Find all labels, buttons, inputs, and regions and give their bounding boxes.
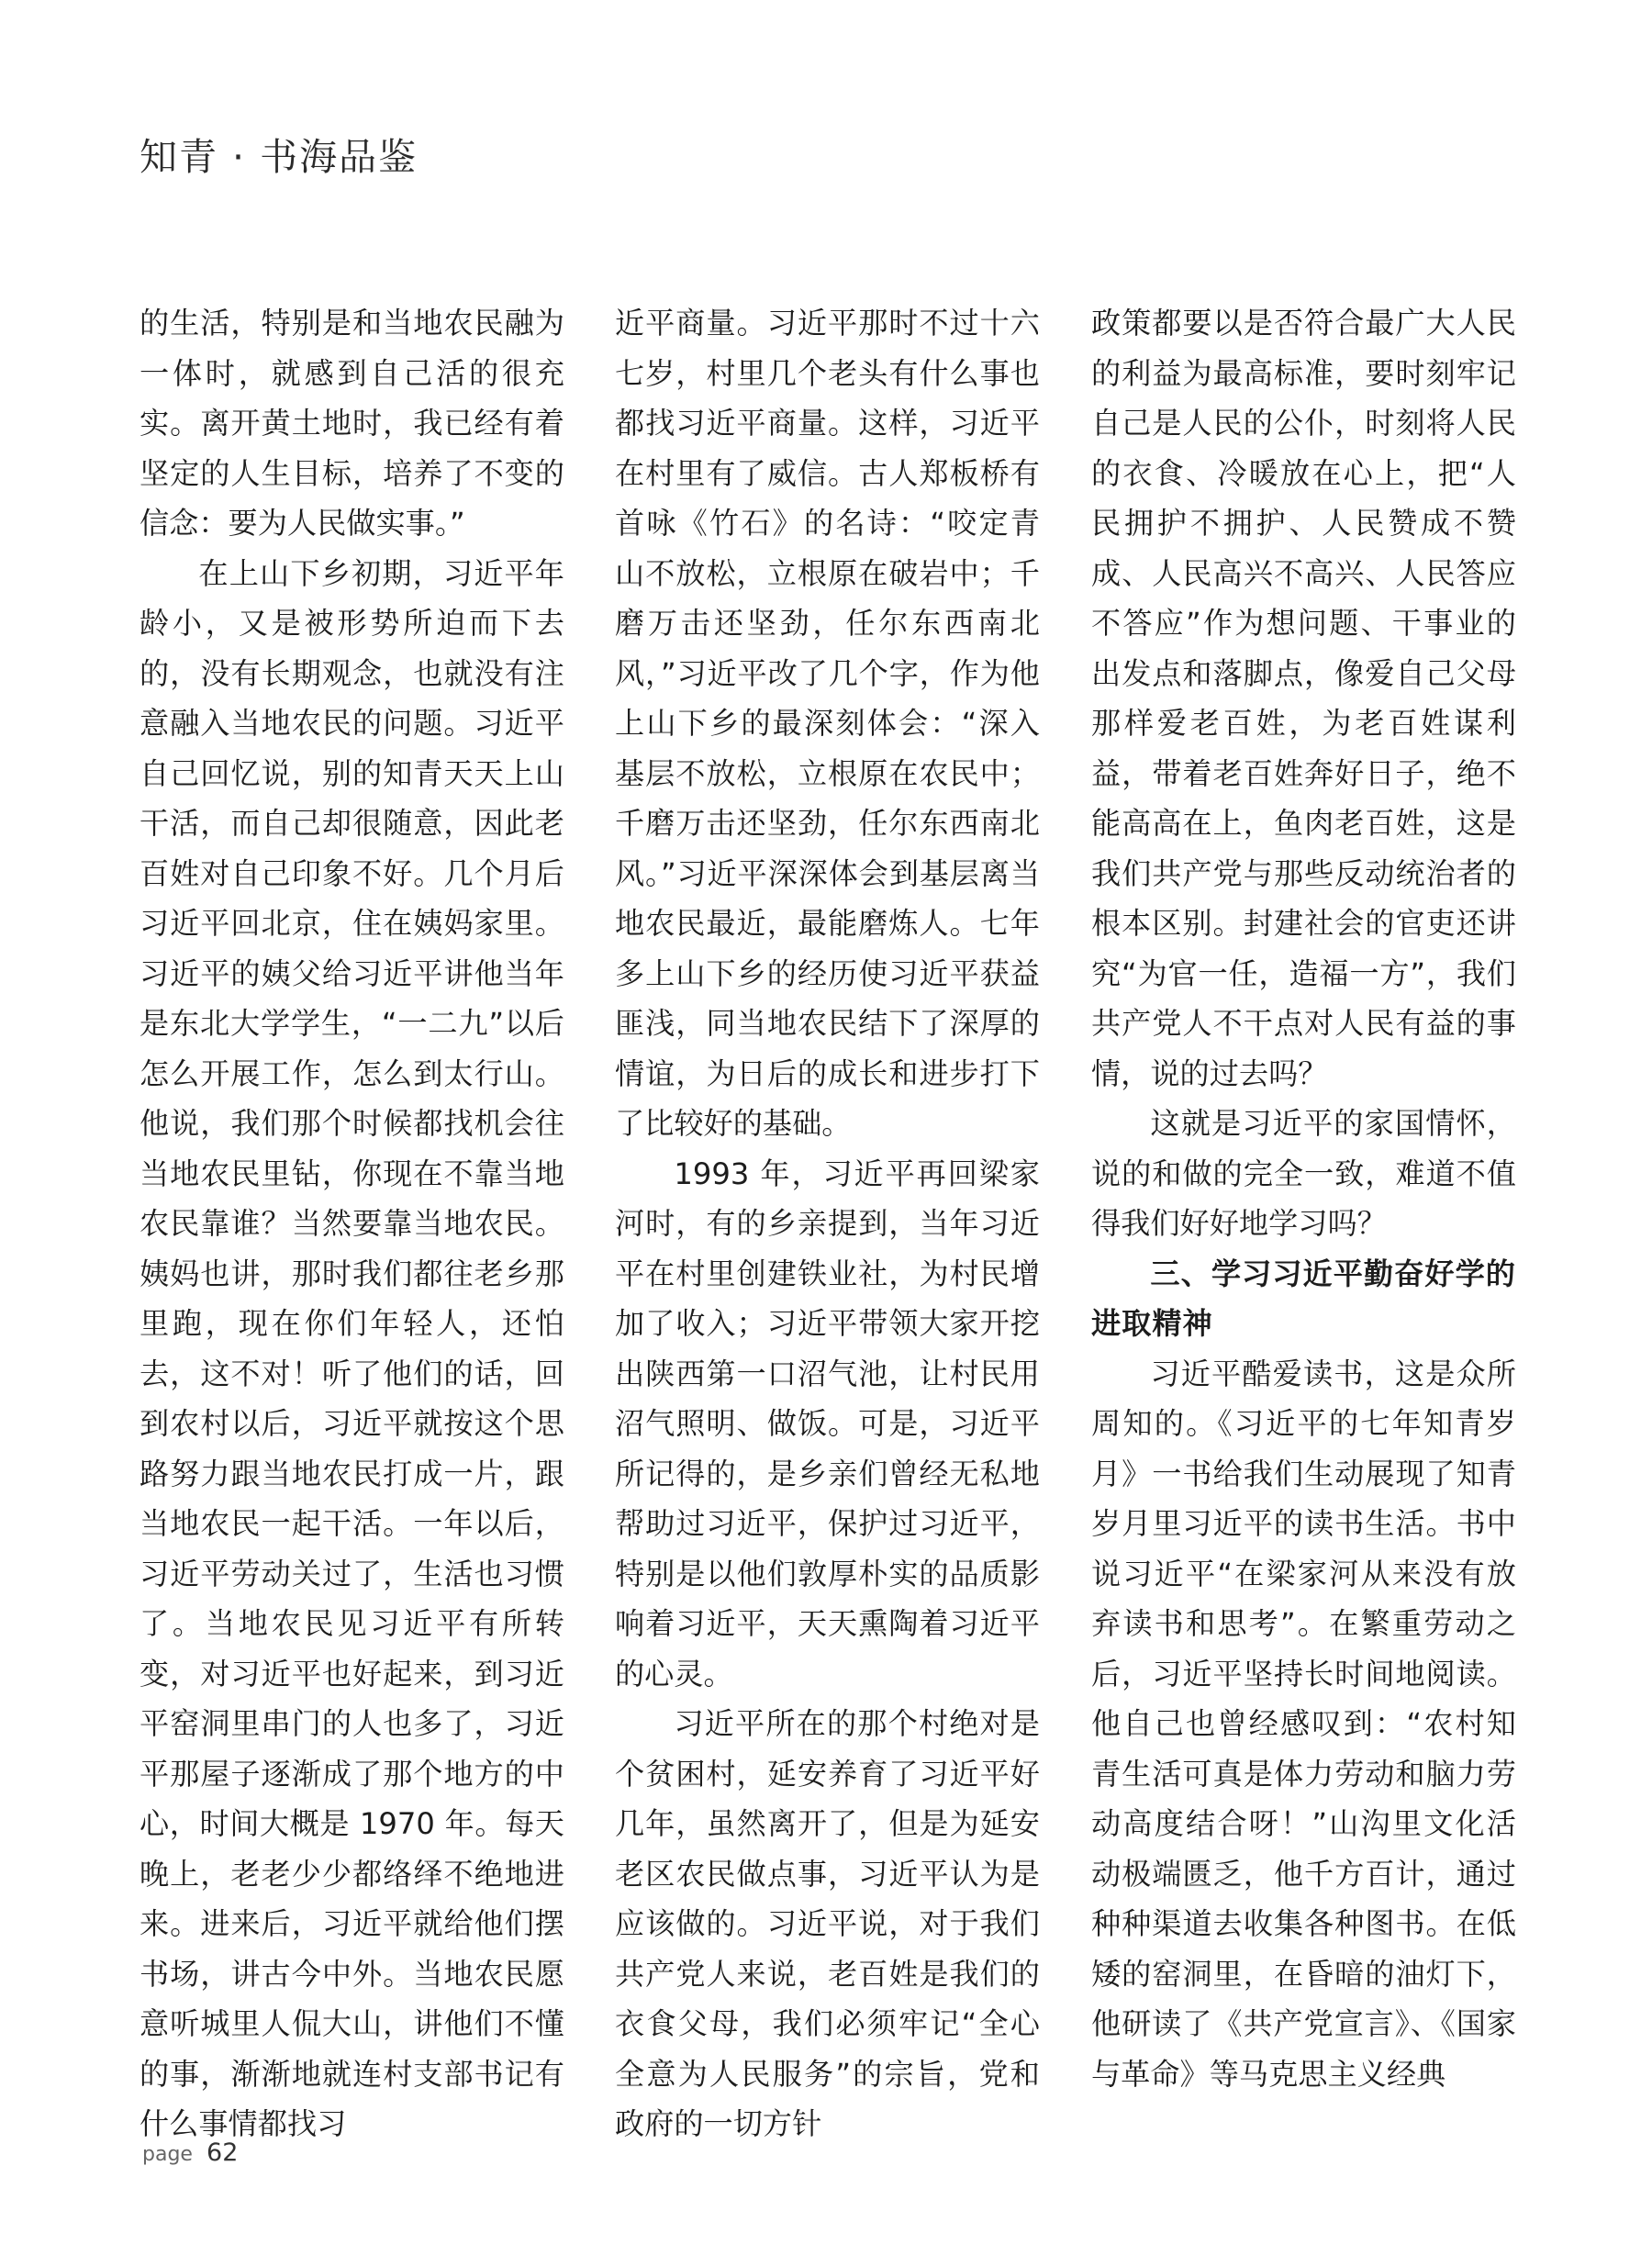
text-column-2: [615, 298, 1040, 2149]
paragraph: 1993 年，习近平再回梁家河时，有的乡亲提到，当年习近平在村里创建铁业社，为村民增加了收入；习近平带领大家开挖出陕西第一口沼气池，让村民用沼气照明、做饭。可是，习近平所记得的，是乡亲们曾经无私地帮助过习近平，保护过习近平，特别是以他们敦厚朴实的品质影响着习近平，天天熏陶着习近平的心灵。: [615, 1155, 1040, 1691]
paragraph: 习近平酷爱读书，这是众所周知的。《习近平的七年知青岁月》一书给我们生动展现了知青岁月里习近平的读书生活。书中说习近平“在梁家河从来没有放弃读书和思考”。在繁重劳动之后，习近平坚持长时间地阅读。他自己也曾经感叹到：“农村知青生活可真是体力劳动和脑力劳动高度结合呀！”山沟里文化活动极端匮乏，他千方百计，通过种种渠道去收集各种图书。在低矮的窑洞里，在昏暗的油灯下，他研读了《共产党宣言》、《国家与革命》等马克思主义经典: [1091, 1356, 1516, 2092]
paragraph: 的生活，特别是和当地农民融为一体时，就感到自己活的很充实。离开黄土地时，我已经有着坚定的人生目标，培养了不变的信念：要为人民做实事。”: [140, 306, 564, 541]
paragraph: 在上山下乡初期，习近平年龄小，又是被形势所迫而下去的，没有长期观念，也就没有注意融入当地农民的问题。习近平自己回忆说，别的知青天天上山干活，而自己却很随意，因此老百姓对自己印象不好。几个月后习近平回北京，住在姨妈家里。习近平的姨父给习近平讲他当年是东北大学学生，“一二九”以后怎么开展工作，怎么到太行山。他说，我们那个时候都找机会往当地农民里钻，你现在不靠当地农民靠谁？当然要靠当地农民。姨妈也讲，那时我们都往老乡那里跑，现在你们年轻人，还怕去，这不对！听了他们的话，回到农村以后，习近平就按这个思路努力跟当地农民打成一片，跟当地农民一起干活。一年以后，习近平劳动关过了，生活也习惯了。当地农民见习近平有所转变，对习近平也好起来，到习近平窑洞里串门的人也多了，习近平那屋子逐渐成了那个地方的中心，时间大概是 1970 年。每天晚上，老老少少都络绎不绝地进来。进来后，习近平就给他们摆书场，讲古今中外。当地农民愿意听城里人侃大山，讲他们不懂的事，渐渐地就连村支部书记有什么事情都找习: [140, 555, 564, 2141]
page-label: page: [142, 2143, 193, 2166]
paragraph: 近平商量。习近平那时不过十六七岁，村里几个老头有什么事也都找习近平商量。这样，习近平在村里有了威信。古人郑板桥有首咏《竹石》的名诗：“咬定青山不放松，立根原在破岩中；千磨万击还坚劲，任尔东西南北风，”习近平改了几个字，作为他上山下乡的最深刻体会：“深入基层不放松，立根原在农民中；千磨万击还坚劲，任尔东西南北风。”习近平深深体会到基层离当地农民最近，最能磨炼人。七年多上山下乡的经历使习近平获益匪浅，同当地农民结下了深厚的情谊，为日后的成长和进步打下了比较好的基础。: [615, 306, 1040, 1141]
text-column-1: [140, 298, 564, 2149]
paragraph: 习近平所在的那个村绝对是个贫困村，延安养育了习近平好几年，虽然离开了，但是为延安老区农民做点事，习近平认为是应该做的。习近平说，对于我们共产党人来说，老百姓是我们的衣食父母，我们必须牢记“全心全意为人民服务”的宗旨，党和政府的一切方针: [615, 1706, 1040, 2141]
section-title: 知青 · 书海品鉴: [140, 135, 419, 179]
page-number: 62: [206, 2138, 239, 2167]
page-footer: [142, 2138, 238, 2167]
section-heading: 三、学习习近平勤奋好学的进取精神: [1091, 1256, 1516, 1341]
paragraph: 政策都要以是否符合最广大人民的利益为最高标准，要时刻牢记自己是人民的公仆，时刻将人民的衣食、冷暖放在心上，把“人民拥护不拥护、人民赞成不赞成、人民高兴不高兴、人民答应不答应”作为想问题、干事业的出发点和落脚点，像爱自己父母那样爱老百姓，为老百姓谋利益，带着老百姓奔好日子，绝不能高高在上，鱼肉老百姓，这是我们共产党与那些反动统治者的根本区别。封建社会的官吏还讲究“为官一任，造福一方”，我们共产党人不干点对人民有益的事情，说的过去吗？: [1091, 306, 1516, 1091]
text-column-3: [1091, 298, 1516, 2099]
paragraph: 这就是习近平的家国情怀，说的和做的完全一致，难道不值得我们好好地学习吗？: [1091, 1106, 1516, 1241]
